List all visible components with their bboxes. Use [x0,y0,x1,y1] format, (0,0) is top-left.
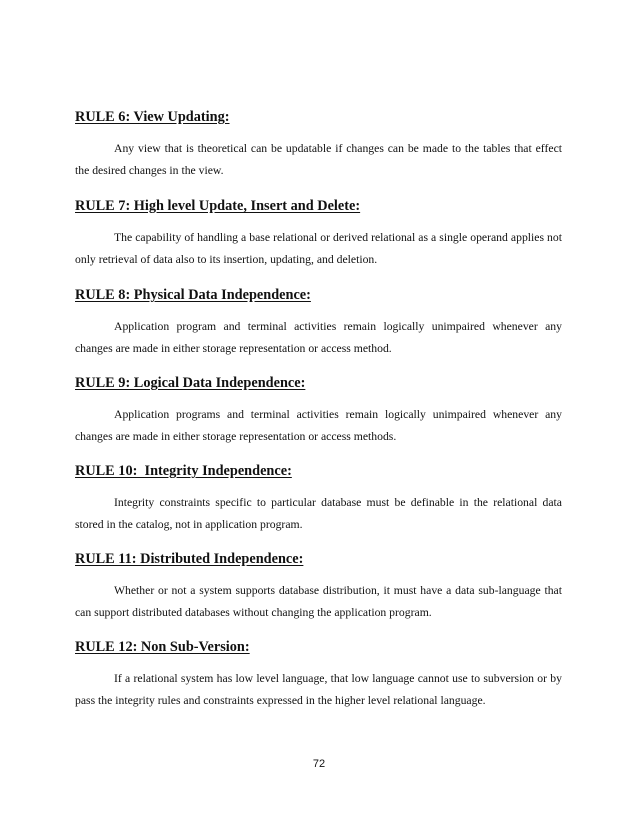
rule-7-body: The capability of handling a base relational or derived relational as a single operand applies not only retrieval of data also to its insertion, updating, and deletion. [75,231,562,266]
rule-7-section [75,197,562,266]
rule-11-section [75,550,562,619]
rule-12-section [75,638,562,707]
rule-10-body: Integrity constraints specific to particular database must be definable in the relational data stored in the catalog, not in application program. [75,496,562,531]
rule-6-heading: RULE 6: View Updating: [75,109,230,125]
page-number: 72 [312,758,326,770]
rule-10-heading: RULE 10: Integrity Independence: [75,463,292,479]
rule-8-body: Application program and terminal activities remain logically unimpaired whenever any changes are made in either storage representation or access method. [75,320,562,355]
rule-10-section [75,462,562,531]
rule-12-body: If a relational system has low level language, that low language cannot use to subversion or by pass the integrity rules and constraints expressed in the higher level relational language. [75,672,562,707]
rule-11-heading: RULE 11: Distributed Independence: [75,551,304,567]
rule-8-heading: RULE 8: Physical Data Independence: [75,287,311,303]
rule-7-heading: RULE 7: High level Update, Insert and Delete: [75,198,361,214]
rule-9-section [75,374,562,443]
rule-9-heading: RULE 9: Logical Data Independence: [75,375,306,391]
rule-9-body: Application programs and terminal activities remain logically unimpaired whenever any changes are made in either storage representation or access methods. [75,408,562,443]
rule-12-heading: RULE 12: Non Sub-Version: [75,639,250,655]
rule-8-section [75,286,562,355]
rule-6-body: Any view that is theoretical can be updatable if changes can be made to the tables that effect the desired changes in the view. [75,142,562,177]
rule-6-section [75,108,562,177]
rule-11-body: Whether or not a system supports database distribution, it must have a data sub-language that can support distributed databases without changing the application program. [75,584,562,619]
